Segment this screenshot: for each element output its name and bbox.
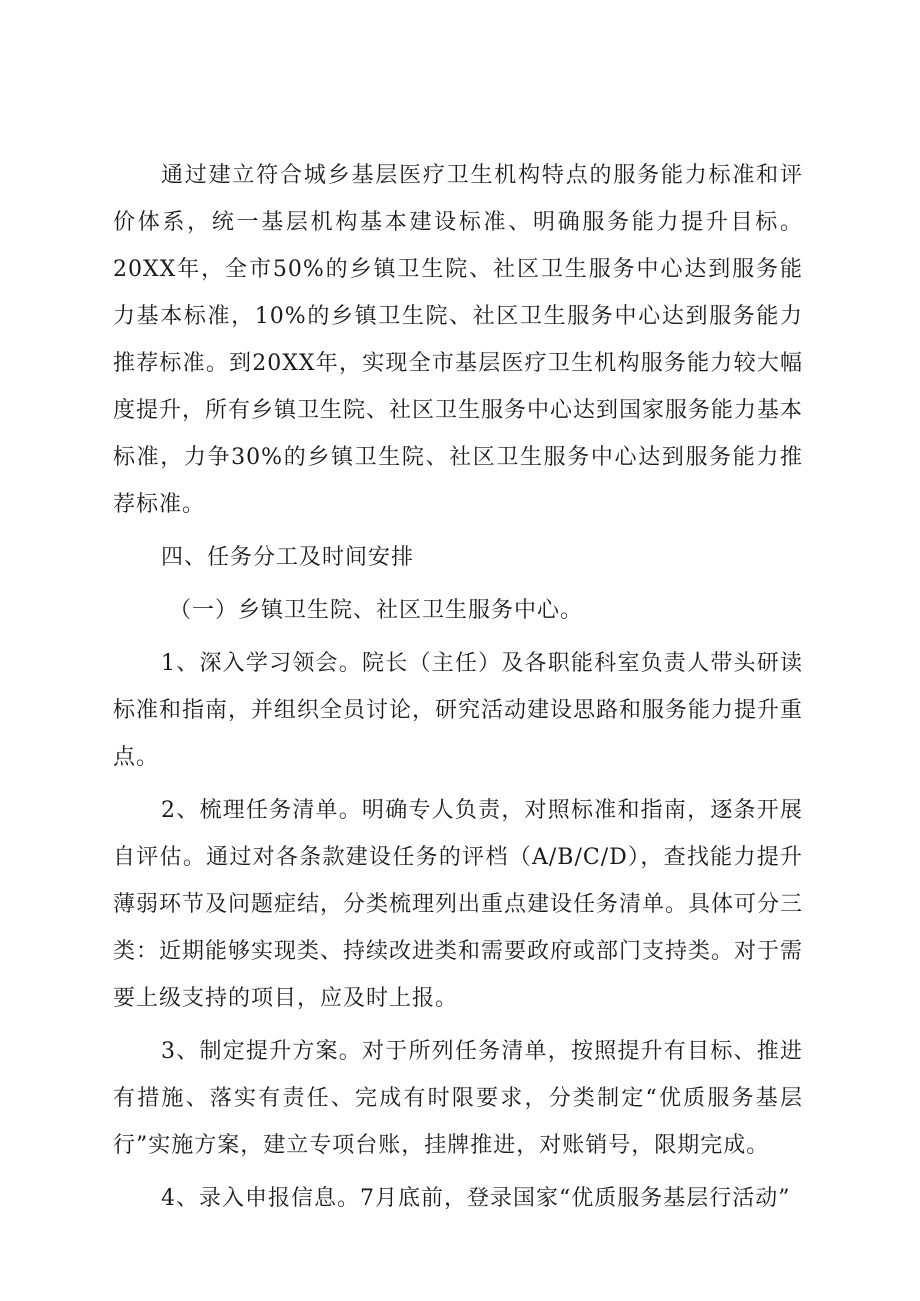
paragraph-service-standards: 通过建立符合城乡基层医疗卫生机构特点的服务能力标准和评价体系，统一基层机构基本建设标准、明确服务能力提升目标。20XX年，全市50%的乡镇卫生院、社区卫生服务中心达到服务能力基本标准，10%的乡镇卫生院、社区卫生服务中心达到服务能力推荐标准。到20XX年，实现全市基层医疗卫生机构服务能力较大幅度提升，所有乡镇卫生院、社区卫生服务中心达到国家服务能力基本标准，力争30%的乡镇卫生院、社区卫生服务中心达到服务能力推荐标准。 bbox=[113, 163, 804, 517]
list-item-task-list: 2、梳理任务清单。明确专人负责，对照标准和指南，逐条开展自评估。通过对各条款建设任务的评档（A/B/C/D），查找能力提升薄弱环节及问题症结，分类梳理列出重点建设任务清单。具体可分三类：近期能够实现类、持续改进类和需要政府或部门支持类。对于需要上级支持的项目，应及时上报。 bbox=[113, 798, 804, 1011]
document-page bbox=[113, 152, 803, 1222]
list-item-study: 1、深入学习领会。院长（主任）及各职能科室负责人带头研读标准和指南，并组织全员讨论，研究活动建设思路和服务能力提升重点。 bbox=[113, 651, 804, 770]
subsection-heading-township-health: （一）乡镇卫生院、社区卫生服务中心。 bbox=[169, 598, 584, 623]
list-item-report-info: 4、录入申报信息。7月底前，登录国家“优质服务基层行活动” bbox=[161, 1186, 791, 1211]
section-heading-task-division: 四、任务分工及时间安排 bbox=[161, 545, 415, 570]
list-item-plan: 3、制定提升方案。对于所列任务清单，按照提升有目标、推进有措施、落实有责任、完成有时限要求，分类制定“优质服务基层行”实施方案，建立专项台账，挂牌推进，对账销号，限期完成。 bbox=[113, 1039, 803, 1158]
